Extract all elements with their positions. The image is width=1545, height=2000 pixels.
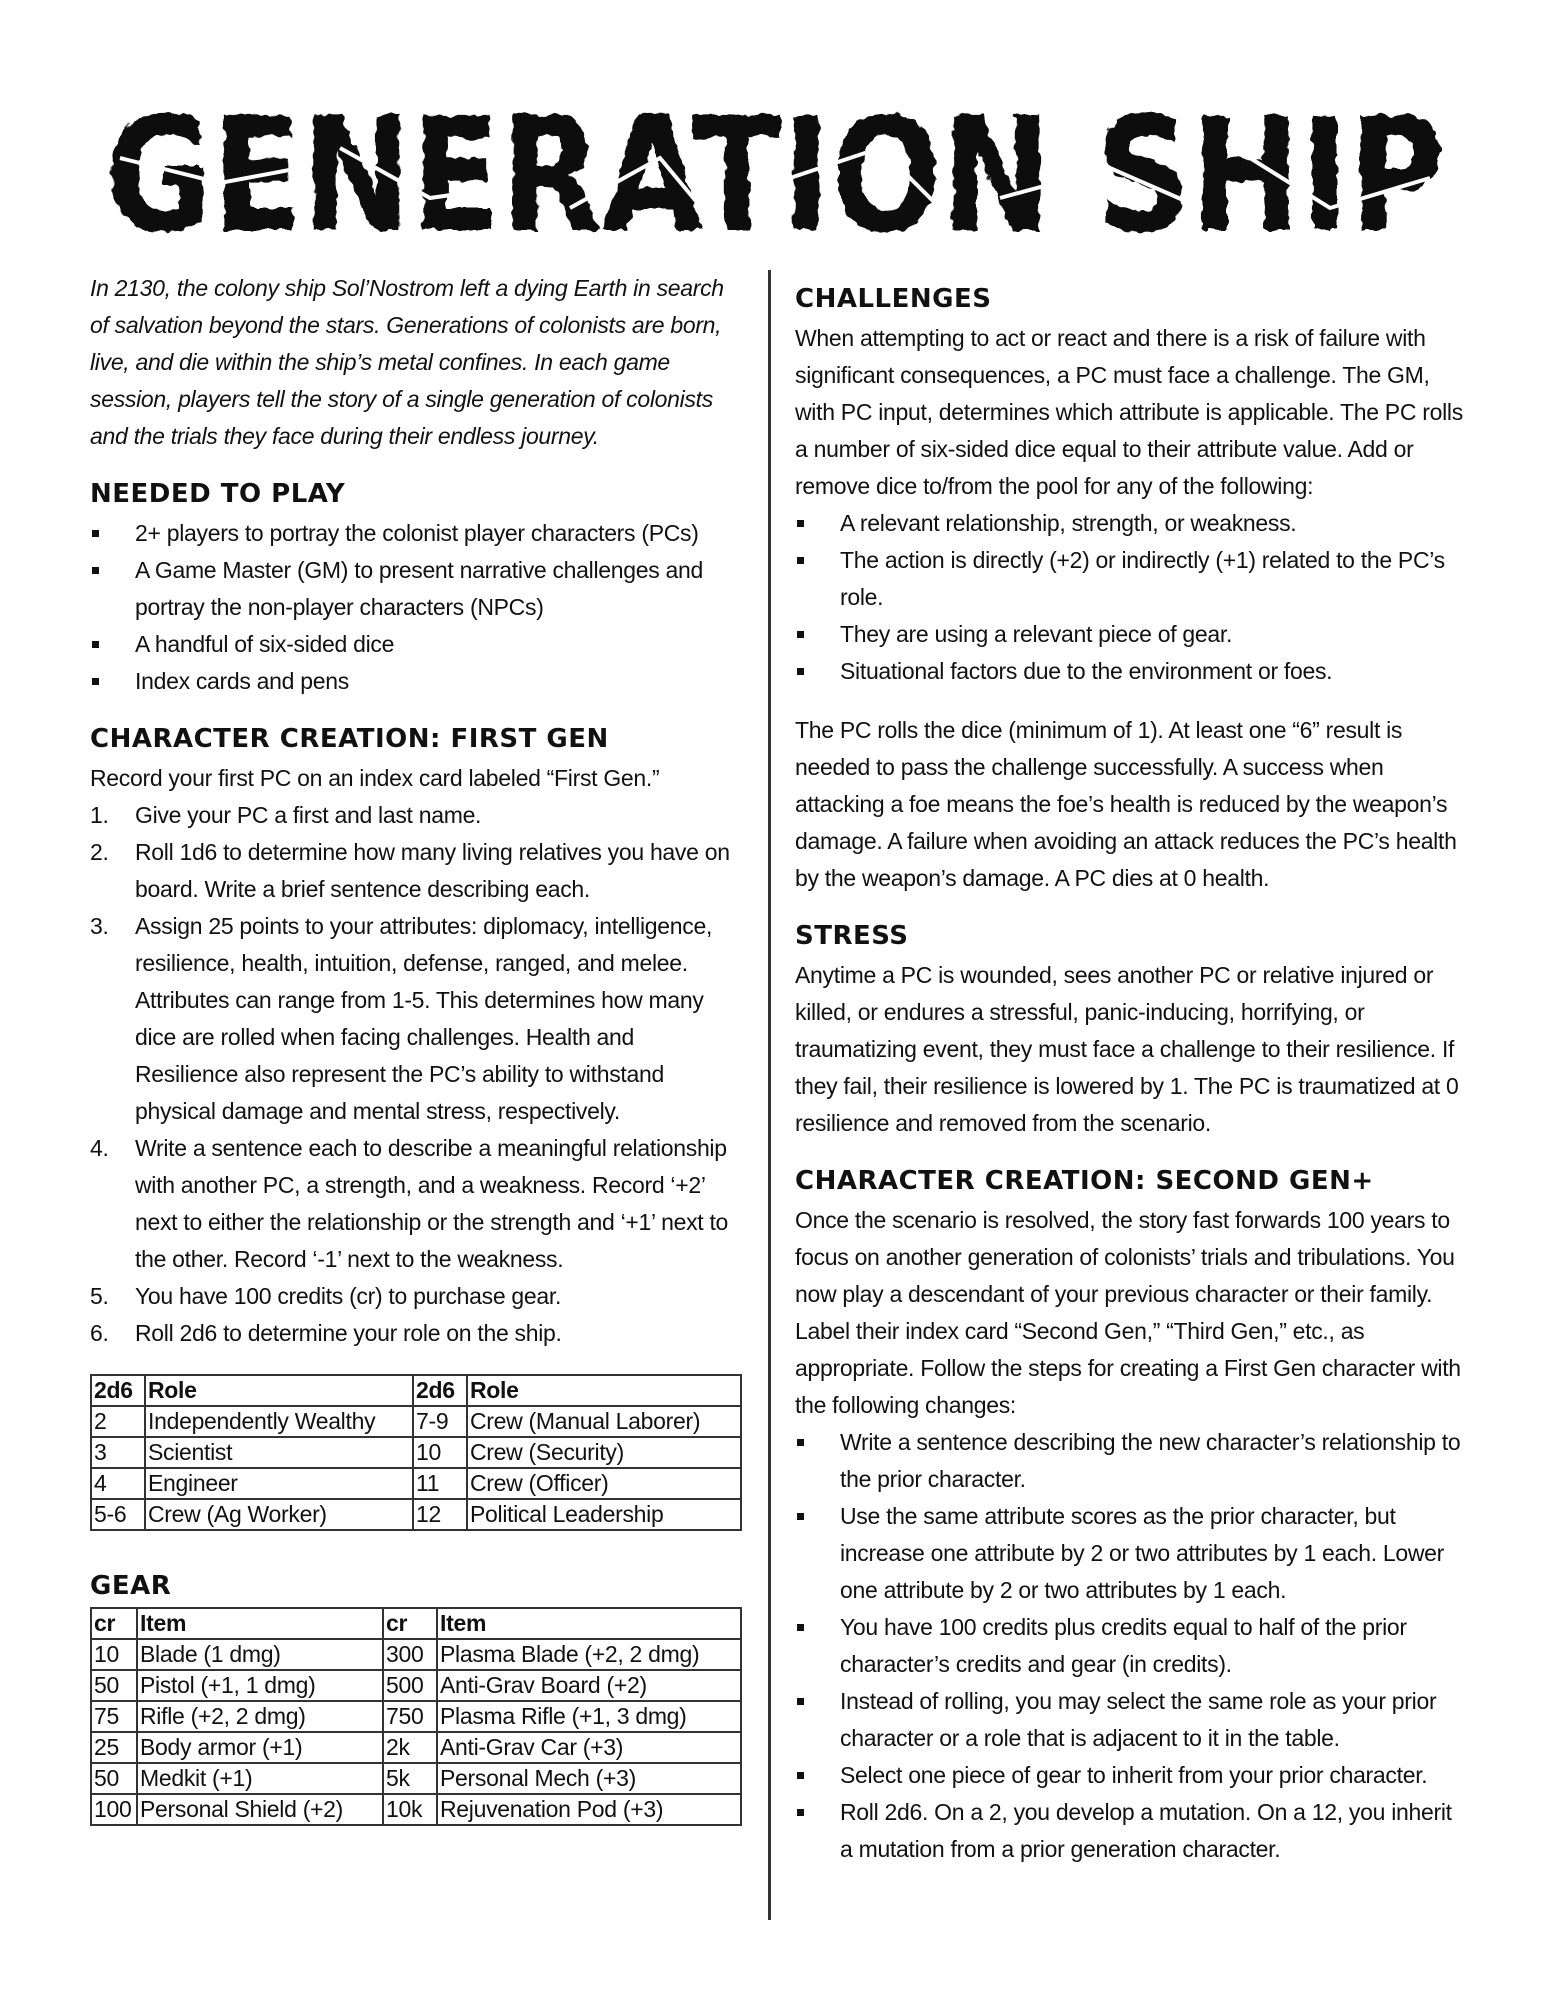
table-cell: 2k xyxy=(383,1732,437,1763)
table-header-row xyxy=(91,1375,741,1406)
table-row xyxy=(91,1670,741,1701)
list-item: The action is directly (+2) or indirectly (+1) related to the PC’s role. xyxy=(795,542,1465,616)
table-cell: Crew (Ag Worker) xyxy=(145,1499,413,1530)
table-cell: 5k xyxy=(383,1763,437,1794)
step-text: Roll 1d6 to determine how many living relatives you have on board. Write a brief sentence describing each. xyxy=(135,839,730,902)
table-header-cell: 2d6 xyxy=(91,1375,145,1406)
table-cell: Crew (Security) xyxy=(467,1437,741,1468)
list-item: A relevant relationship, strength, or weakness. xyxy=(795,505,1465,542)
table-cell: Independently Wealthy xyxy=(145,1406,413,1437)
table-cell: Pistol (+1, 1 dmg) xyxy=(137,1670,383,1701)
table-cell: Medkit (+1) xyxy=(137,1763,383,1794)
table-cell: Body armor (+1) xyxy=(137,1732,383,1763)
list-item: You have 100 credits plus credits equal to half of the prior character’s credits and gear (in credits). xyxy=(795,1609,1465,1683)
table-header-cell: Role xyxy=(467,1375,741,1406)
table-cell: 300 xyxy=(383,1639,437,1670)
table-cell: 5-6 xyxy=(91,1499,145,1530)
table-cell: 500 xyxy=(383,1670,437,1701)
table-cell: 12 xyxy=(413,1499,467,1530)
step-number: 6. xyxy=(90,1320,109,1346)
table-header-cell: cr xyxy=(383,1608,437,1639)
role-table xyxy=(90,1374,742,1531)
table-cell: 50 xyxy=(91,1670,137,1701)
table-row xyxy=(91,1499,741,1530)
table-cell: Rifle (+2, 2 dmg) xyxy=(137,1701,383,1732)
second-gen-body: Once the scenario is resolved, the story fast forwards 100 years to focus on another generation of colonists’ trials and tribulations. You now play a descendant of your previous character or their family. Label their index card “Second Gen,” “Third Gen,” etc., as appropriate. Follow the steps for creating a First Gen character with the following changes: xyxy=(795,1207,1461,1418)
list-item: Use the same attribute scores as the prior character, but increase one attribute by 2 or two attributes by 1 each. Lower one attribute by 2 or two attributes by 1 each. xyxy=(795,1498,1465,1609)
table-cell: Political Leadership xyxy=(467,1499,741,1530)
list-item: Situational factors due to the environment or foes. xyxy=(795,653,1465,690)
step-item xyxy=(90,797,740,834)
table-row xyxy=(91,1701,741,1732)
table-cell: Blade (1 dmg) xyxy=(137,1639,383,1670)
table-cell: 750 xyxy=(383,1701,437,1732)
table-cell: Rejuvenation Pod (+3) xyxy=(437,1794,741,1825)
right-column xyxy=(795,270,1465,1868)
list-item: Instead of rolling, you may select the same role as your prior character or a role that is adjacent to it in the table. xyxy=(795,1683,1465,1757)
table-header-cell: cr xyxy=(91,1608,137,1639)
table-cell: Anti-Grav Car (+3) xyxy=(437,1732,741,1763)
table-cell: Crew (Officer) xyxy=(467,1468,741,1499)
list-item: A Game Master (GM) to present narrative challenges and portray the non-player characters (NPCs) xyxy=(90,552,740,626)
challenges-body: When attempting to act or react and there is a risk of failure with significant consequences, a PC must face a challenge. The GM, with PC input, determines which attribute is applicable. The PC rolls a number of six-sided dice equal to their attribute value. Add or remove dice to/from the pool for any of the following: xyxy=(795,325,1463,499)
challenges-list xyxy=(795,505,1465,690)
title-graphic xyxy=(100,88,1450,258)
table-cell: Plasma Rifle (+1, 3 dmg) xyxy=(437,1701,741,1732)
table-header-row xyxy=(91,1608,741,1639)
step-number: 3. xyxy=(90,913,109,939)
step-text: Write a sentence each to describe a meaningful relationship with another PC, a strength, and a weakness. Record ‘+2’ next to either the relationship or the strength and ‘+1’ next to the other. Record ‘-1’ next to the weakness. xyxy=(135,1135,729,1272)
title-banner xyxy=(100,88,1450,258)
page-title: GENERATION SHIP xyxy=(105,88,1445,258)
step-text: You have 100 credits (cr) to purchase gear. xyxy=(135,1283,562,1309)
left-column xyxy=(90,270,740,1826)
table-cell: 7-9 xyxy=(413,1406,467,1437)
step-item xyxy=(90,1130,740,1278)
table-cell: Plasma Blade (+2, 2 dmg) xyxy=(437,1639,741,1670)
list-item: Write a sentence describing the new character’s relationship to the prior character. xyxy=(795,1424,1465,1498)
step-number: 4. xyxy=(90,1135,109,1161)
step-number: 1. xyxy=(90,802,109,828)
step-text: Roll 2d6 to determine your role on the ship. xyxy=(135,1320,562,1346)
step-item xyxy=(90,834,740,908)
needed-heading: NEEDED TO PLAY xyxy=(90,479,346,509)
step-item xyxy=(90,908,740,1130)
table-cell: 25 xyxy=(91,1732,137,1763)
table-cell: 10k xyxy=(383,1794,437,1825)
table-header-cell: Item xyxy=(137,1608,383,1639)
table-cell: 100 xyxy=(91,1794,137,1825)
table-cell: 2 xyxy=(91,1406,145,1437)
first-gen-steps xyxy=(90,797,740,1352)
step-text: Assign 25 points to your attributes: diplomacy, intelligence, resilience, health, intuition, defense, ranged, and melee. Attributes can range from 1-5. This determines how many dice are rolled when facing challenges. Health and Resilience also represent the PC’s ability to withstand physical damage and mental stress, respectively. xyxy=(135,913,713,1124)
table-row xyxy=(91,1468,741,1499)
intro-paragraph: In 2130, the colony ship Sol’Nostrom left a dying Earth in search of salvation beyond the stars. Generations of colonists are born, live, and die within the ship’s metal confines. In each game session, players tell the story of a single generation of colonists and the trials they face during their endless journey. xyxy=(90,275,724,449)
second-gen-heading: CHARACTER CREATION: SECOND GEN+ xyxy=(795,1166,1374,1196)
table-cell: 50 xyxy=(91,1763,137,1794)
table-header-cell: 2d6 xyxy=(413,1375,467,1406)
table-cell: Personal Mech (+3) xyxy=(437,1763,741,1794)
table-cell: Anti-Grav Board (+2) xyxy=(437,1670,741,1701)
list-item: 2+ players to portray the colonist player characters (PCs) xyxy=(90,515,740,552)
list-item: A handful of six-sided dice xyxy=(90,626,740,663)
stress-body: Anytime a PC is wounded, sees another PC or relative injured or killed, or endures a stressful, panic-inducing, horrifying, or traumatizing event, they must face a challenge to their resilience. If they fail, their resilience is lowered by 1. The PC is traumatized at 0 resilience and removed from the scenario. xyxy=(795,962,1459,1136)
table-cell: Crew (Manual Laborer) xyxy=(467,1406,741,1437)
table-row xyxy=(91,1794,741,1825)
table-cell: 3 xyxy=(91,1437,145,1468)
table-cell: 75 xyxy=(91,1701,137,1732)
table-cell: 10 xyxy=(91,1639,137,1670)
table-cell: 4 xyxy=(91,1468,145,1499)
spacer xyxy=(795,690,1465,712)
column-divider xyxy=(768,270,771,1920)
gear-heading: GEAR xyxy=(90,1571,172,1601)
table-cell: Scientist xyxy=(145,1437,413,1468)
list-item: Index cards and pens xyxy=(90,663,740,700)
challenges-heading: CHALLENGES xyxy=(795,284,992,314)
needed-list xyxy=(90,515,740,700)
table-cell: Personal Shield (+2) xyxy=(137,1794,383,1825)
table-cell: 11 xyxy=(413,1468,467,1499)
second-gen-list xyxy=(795,1424,1465,1868)
table-row xyxy=(91,1437,741,1468)
first-gen-lead: Record your first PC on an index card labeled “First Gen.” xyxy=(90,765,660,791)
table-row xyxy=(91,1639,741,1670)
first-gen-heading: CHARACTER CREATION: FIRST GEN xyxy=(90,724,609,754)
list-item: Roll 2d6. On a 2, you develop a mutation. On a 12, you inherit a mutation from a prior generation character. xyxy=(795,1794,1465,1868)
step-item xyxy=(90,1278,740,1315)
step-text: Give your PC a first and last name. xyxy=(135,802,482,828)
stress-heading: STRESS xyxy=(795,921,909,951)
list-item: Select one piece of gear to inherit from your prior character. xyxy=(795,1757,1465,1794)
table-row xyxy=(91,1732,741,1763)
table-header-cell: Item xyxy=(437,1608,741,1639)
step-item xyxy=(90,1315,740,1352)
challenges-after: The PC rolls the dice (minimum of 1). At least one “6” result is needed to pass the challenge successfully. A success when attacking a foe means the foe’s health is reduced by the weapon’s damage. A failure when avoiding an attack reduces the PC’s health by the weapon’s damage. A PC dies at 0 health. xyxy=(795,717,1457,891)
list-item: They are using a relevant piece of gear. xyxy=(795,616,1465,653)
table-cell: 10 xyxy=(413,1437,467,1468)
table-header-cell: Role xyxy=(145,1375,413,1406)
table-cell: Engineer xyxy=(145,1468,413,1499)
table-row xyxy=(91,1406,741,1437)
step-number: 2. xyxy=(90,839,109,865)
table-row xyxy=(91,1763,741,1794)
step-number: 5. xyxy=(90,1283,109,1309)
gear-table xyxy=(90,1607,742,1826)
